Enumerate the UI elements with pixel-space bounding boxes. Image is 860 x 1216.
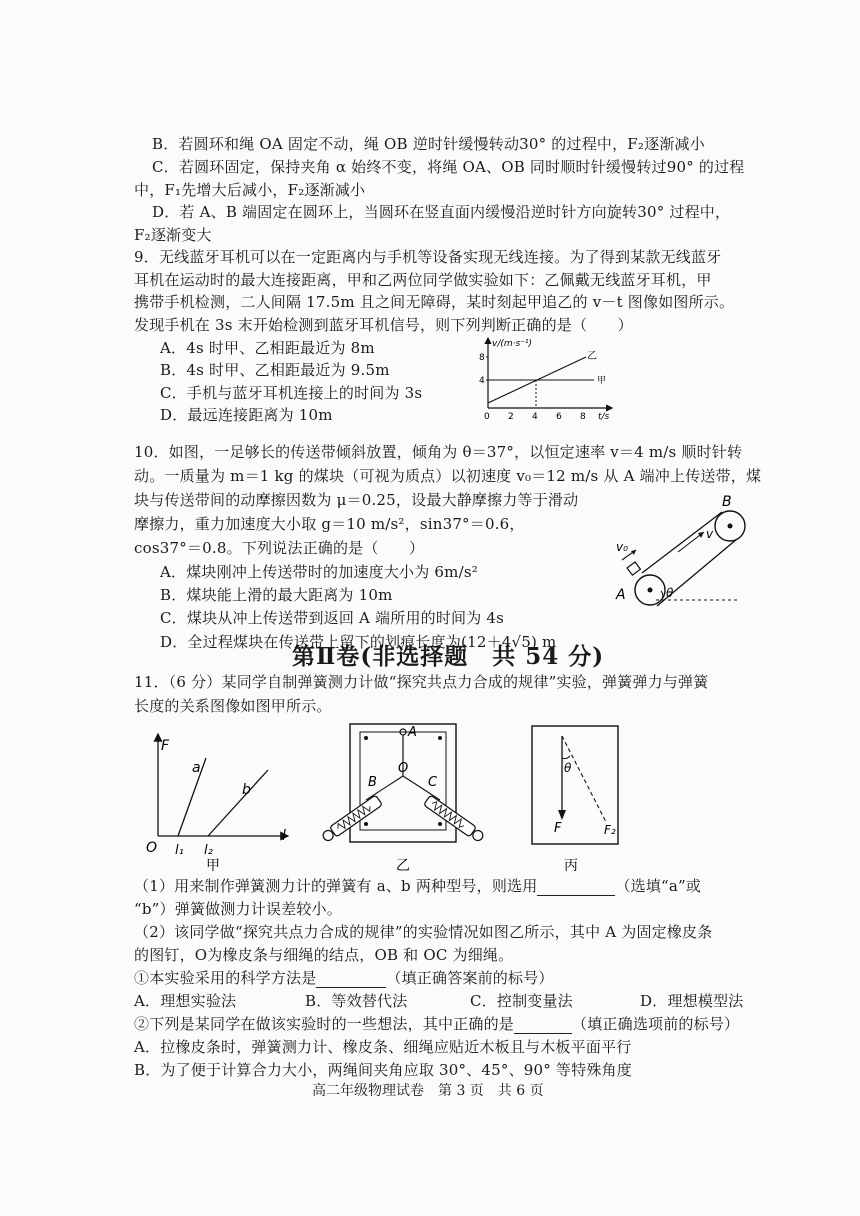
q11-jia-label-b: b xyxy=(242,782,251,798)
q9-y-tick-4: 4 xyxy=(479,376,485,386)
q11-jia-line-b xyxy=(208,770,268,836)
section-title: 第Ⅱ卷(非选择题 共 54 分) xyxy=(292,643,605,670)
q11-part2-q2 xyxy=(134,1014,739,1034)
q11-part2-line2: 的图钉，O为橡皮条与细绳的结点，OB 和 OC 为细绳。 xyxy=(134,946,514,964)
q9-stem-line2: 耳机在运动时的最大连接距离，甲和乙两位同学做实验如下：乙佩戴无线蓝牙耳机，甲 xyxy=(134,271,712,289)
q9-vt-graph xyxy=(470,336,620,422)
q11-part2-q1-text: ①本实验采用的科学方法是 xyxy=(134,969,317,987)
q11-yi-label-o: O xyxy=(398,761,409,776)
q11-method-answer-blank[interactable] xyxy=(316,987,386,988)
q9-x-tick-2: 2 xyxy=(508,412,514,422)
q11-idea-option-b: B．为了便于计算合力大小，两绳间夹角应取 30°、45°、90° 等特殊角度 xyxy=(134,1061,632,1079)
q10-coal-block xyxy=(627,562,640,575)
q10-label-b: B xyxy=(722,494,732,510)
q11-jia-label-l: l xyxy=(282,828,286,844)
q10-stem-line5: cos37°＝0.8。下列说法正确的是（ ） xyxy=(134,539,425,557)
q11-part1-text-b: （选填“a”或 xyxy=(615,877,702,895)
q11-method-option-d: D．理想模型法 xyxy=(640,992,744,1010)
q11-fig-jia xyxy=(142,730,302,876)
page-footer: 高二年级物理试卷 第 3 页 共 6 页 xyxy=(312,1083,544,1099)
q10-label-a: A xyxy=(616,587,626,603)
q11-method-option-c: C．控制变量法 xyxy=(470,992,573,1010)
q11-yi-label-b: B xyxy=(368,775,377,790)
q11-jia-label-f: F xyxy=(161,738,170,754)
q11-yi-spring-scale-right xyxy=(424,795,486,843)
q11-idea-answer-blank[interactable] xyxy=(514,1033,572,1034)
q11-bing-label-f: F xyxy=(554,821,562,836)
q9-stem-line3: 携带手机检测，二人间隔 17.5m 且之间无障碍，某时刻起甲追乙的 v－t 图像如图所示。 xyxy=(134,293,735,311)
q11-part1-line1 xyxy=(134,876,701,896)
q11-part2-q2-hint: （填正确选项前的标号） xyxy=(572,1015,740,1033)
q8-option-c-line1: C．若圆环固定，保持夹角 α 始终不变，将绳 OA、OB 同时顺时针缓慢转过90° 的过程 xyxy=(152,158,745,176)
q11-bing-label-f2: F₂ xyxy=(604,823,616,837)
q9-x-tick-6: 6 xyxy=(556,412,562,422)
q11-fig-yi xyxy=(326,720,482,878)
q9-option-a: A．4s 时甲、乙相距最近为 8m xyxy=(160,339,375,357)
q11-jia-label-l1: l₁ xyxy=(175,843,184,858)
q9-option-b: B．4s 时甲、乙相距最近为 9.5m xyxy=(160,361,390,379)
q11-bing-caption: 丙 xyxy=(564,858,578,874)
q11-jia-label-o: O xyxy=(146,840,158,856)
q10-belt-top xyxy=(642,512,722,573)
q9-y-label: v/(m·s⁻¹) xyxy=(492,339,533,349)
q9-option-c: C．手机与蓝牙耳机连接上的时间为 3s xyxy=(160,384,423,402)
q10-stem-line4: 摩擦力，重力加速度大小取 g＝10 m/s²，sin37°＝0.6， xyxy=(134,515,525,533)
q10-stem-line2: 动。一质量为 m＝1 kg 的煤块（可视为质点）以初速度 v₀＝12 m/s 从 A 端冲上传送带，煤 xyxy=(134,467,762,485)
q9-x-label: t/s xyxy=(598,412,610,422)
q10-option-d: D．全过程煤块在传送带上留下的划痕长度为(12＋4√5) m xyxy=(160,633,557,651)
q10-stem-line1: 10．如图，一足够长的传送带倾斜放置，倾角为 θ＝37°，以恒定速率 v＝4 m/s 顺时针转 xyxy=(134,443,743,461)
q10-label-v0: v₀ xyxy=(616,540,628,554)
q9-label-jia: 甲 xyxy=(597,376,607,386)
q10-option-c: C．煤块从冲上传送带到返回 A 端所用的时间为 4s xyxy=(160,609,505,627)
q10-option-a: A．煤块刚冲上传送带时的加速度大小为 6m/s² xyxy=(160,563,478,581)
q10-conveyor-figure xyxy=(600,494,750,612)
q10-option-b: B．煤块能上滑的最大距离为 10m xyxy=(160,586,393,604)
q8-option-b: B．若圆环和绳 OA 固定不动，绳 OB 逆时针缓慢转动30° 的过程中，F₂逐渐减小 xyxy=(152,135,705,153)
q9-stem-line4: 发现手机在 3s 末开始检测到蓝牙耳机信号，则下列判断正确的是（ ） xyxy=(134,316,633,334)
q11-fig-bing xyxy=(528,724,624,878)
q10-label-v: v xyxy=(706,527,714,541)
q9-label-yi: 乙 xyxy=(587,351,597,362)
q9-x-tick-4: 4 xyxy=(532,412,538,422)
q11-yi-spring-scale-left xyxy=(321,795,383,843)
q11-part1-line2: “b”）弹簧做测力计误差较小。 xyxy=(134,900,342,918)
q11-part1-answer-blank[interactable] xyxy=(537,895,615,896)
q8-option-c-line2: 中，F₁先增大后减小，F₂逐渐减小 xyxy=(134,181,366,199)
q11-yi-label-c: C xyxy=(428,775,438,790)
q8-option-d-line1: D．若 A、B 端固定在圆环上，当圆环在竖直面内缓慢沿逆时针方向旋转30° 过程中， xyxy=(152,203,731,221)
q11-part2-q1 xyxy=(134,968,554,988)
q10-stem-line3: 块与传送带间的动摩擦因数为 μ＝0.25，设最大静摩擦力等于滑动 xyxy=(134,491,579,509)
q11-bing-dashed xyxy=(562,736,606,822)
q9-x-tick-8: 8 xyxy=(580,412,586,422)
q11-jia-label-a: a xyxy=(192,760,201,776)
q11-jia-label-l2: l₂ xyxy=(204,843,213,858)
q11-bing-label-theta: θ xyxy=(564,761,572,775)
q11-part2-q2-text: ②下列是某同学在做该实验时的一些想法，其中正确的是 xyxy=(134,1015,515,1033)
q9-option-d: D．最远连接距离为 10m xyxy=(160,406,333,424)
q10-label-theta: θ xyxy=(666,586,674,600)
q11-yi-label-a: A xyxy=(408,725,417,740)
q11-method-option-a: A．理想实验法 xyxy=(134,992,237,1010)
q11-part2-line1: （2）该同学做“探究共点力合成的规律”的实验情况如图乙所示，其中 A 为固定橡皮条 xyxy=(134,923,713,941)
q11-stem-line2: 长度的关系图像如图甲所示。 xyxy=(134,697,332,715)
q11-yi-caption: 乙 xyxy=(396,858,410,874)
q9-stem-line1: 9．无线蓝牙耳机可以在一定距离内与手机等设备实现无线连接。为了得到某款无线蓝牙 xyxy=(134,248,722,266)
q11-jia-caption: 甲 xyxy=(206,858,220,874)
q8-option-d-line2: F₂逐渐变大 xyxy=(134,226,212,244)
q11-method-option-b: B．等效替代法 xyxy=(305,992,408,1010)
q11-stem-line1: 11．（6 分）某同学自制弹簧测力计做“探究共点力合成的规律”实验，弹簧弹力与弹簧 xyxy=(134,673,709,691)
q9-y-tick-8: 8 xyxy=(479,353,485,363)
q11-part2-q1-hint: （填正确答案前的标号） xyxy=(386,969,554,987)
q11-part1-text-a: （1）用来制作弹簧测力计的弹簧有 a、b 两种型号，则选用 xyxy=(134,877,538,895)
q9-x-tick-0: 0 xyxy=(484,412,490,422)
q11-idea-option-a: A．拉橡皮条时，弹簧测力计、橡皮条、细绳应贴近木板且与木板平面平行 xyxy=(134,1038,632,1056)
